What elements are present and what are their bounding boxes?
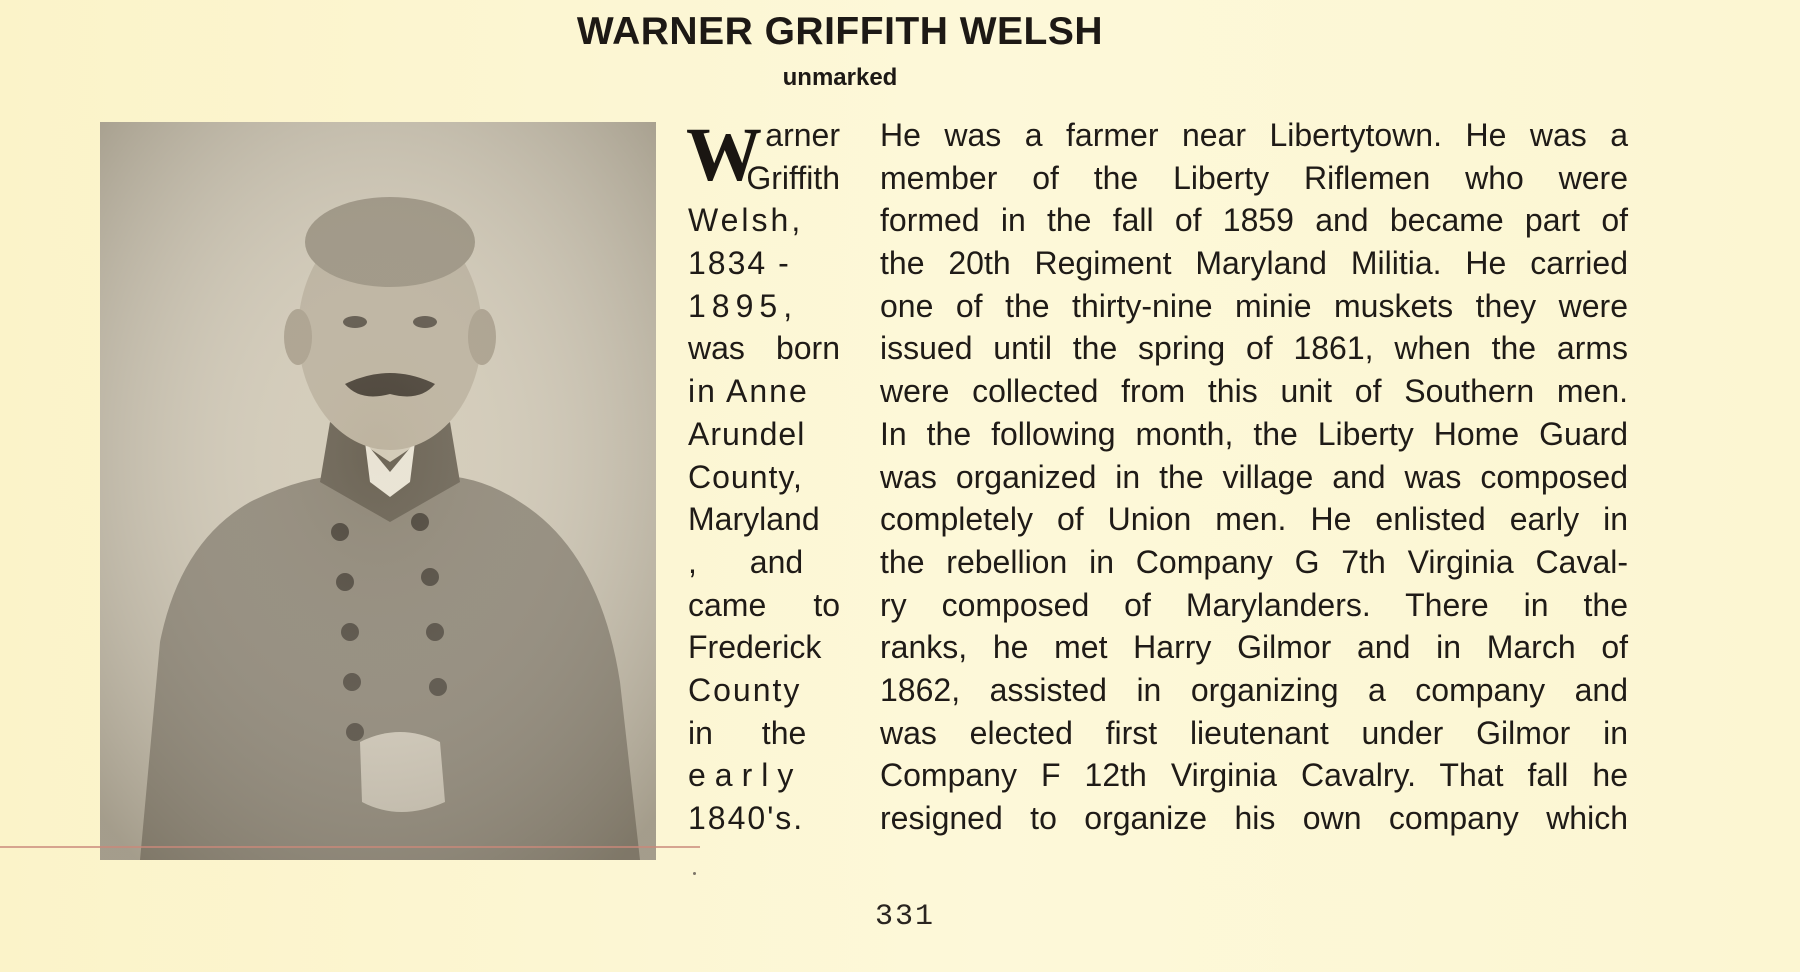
text-line: in Anne bbox=[688, 373, 809, 410]
portrait-photo-icon bbox=[100, 122, 656, 860]
text-line: 1834 - bbox=[688, 245, 791, 282]
text-line: ranks, he met Harry Gilmor and in March of bbox=[880, 629, 1628, 666]
text-line: 1862, assisted in organizing a company and bbox=[880, 671, 1628, 708]
text-line: was organized in the village and was composed bbox=[880, 458, 1628, 495]
text-line-content: arner bbox=[765, 117, 840, 153]
text-line: Company F 12th Virginia Cavalry. That fall he bbox=[880, 757, 1628, 794]
horizontal-rule bbox=[0, 846, 700, 848]
drop-cap: W bbox=[686, 113, 762, 197]
text-line: He was a farmer near Libertytown. He was a bbox=[880, 117, 1628, 153]
text-line: 1840's. bbox=[688, 800, 805, 836]
text-line: Welsh, bbox=[688, 202, 804, 239]
text-line: completely of Union men. He enlisted early in bbox=[880, 501, 1628, 538]
text-line: early bbox=[688, 757, 803, 794]
text-line: was elected first lieutenant under Gilmor in bbox=[880, 714, 1628, 751]
text-line: were collected from this unit of Southern men. bbox=[880, 373, 1628, 410]
text-line: issued until the spring of 1861, when the arms bbox=[880, 330, 1628, 367]
text-line: , and bbox=[688, 543, 804, 580]
text-line: one of the thirty-nine minie muskets they were bbox=[880, 287, 1628, 324]
text-line: resigned to organize his own company which bbox=[880, 800, 1628, 836]
print-speck bbox=[693, 872, 696, 875]
narrow-text-column bbox=[688, 114, 840, 840]
grave-status: unmarked bbox=[782, 64, 898, 91]
text-line: County bbox=[688, 671, 802, 708]
main-text-column bbox=[880, 114, 1628, 840]
portrait-photo bbox=[100, 122, 656, 860]
page-title: WARNER GRIFFITH WELSH bbox=[576, 10, 1104, 53]
page-number: 331 bbox=[874, 900, 935, 934]
text-line: Griffith bbox=[746, 159, 840, 196]
text-line: the rebellion in Company G 7th Virginia Caval- bbox=[880, 543, 1628, 580]
text-line: ry composed of Marylanders. There in the bbox=[880, 586, 1628, 623]
text-line: came to bbox=[688, 586, 840, 623]
text-line: formed in the fall of 1859 and became part of bbox=[880, 202, 1628, 239]
text-line: Maryland bbox=[688, 501, 820, 538]
text-line: the 20th Regiment Maryland Militia. He carried bbox=[880, 245, 1628, 282]
text-line: 1895, bbox=[688, 287, 799, 324]
text-line: County, bbox=[688, 458, 803, 495]
text-line: member of the Liberty Riflemen who were bbox=[880, 159, 1628, 196]
text-line: in the bbox=[688, 714, 807, 751]
text-line: was born bbox=[688, 330, 840, 367]
text-line: Frederick bbox=[688, 629, 822, 666]
text-line: Arundel bbox=[688, 415, 806, 452]
text-line: In the following month, the Liberty Home Guard bbox=[880, 415, 1628, 452]
